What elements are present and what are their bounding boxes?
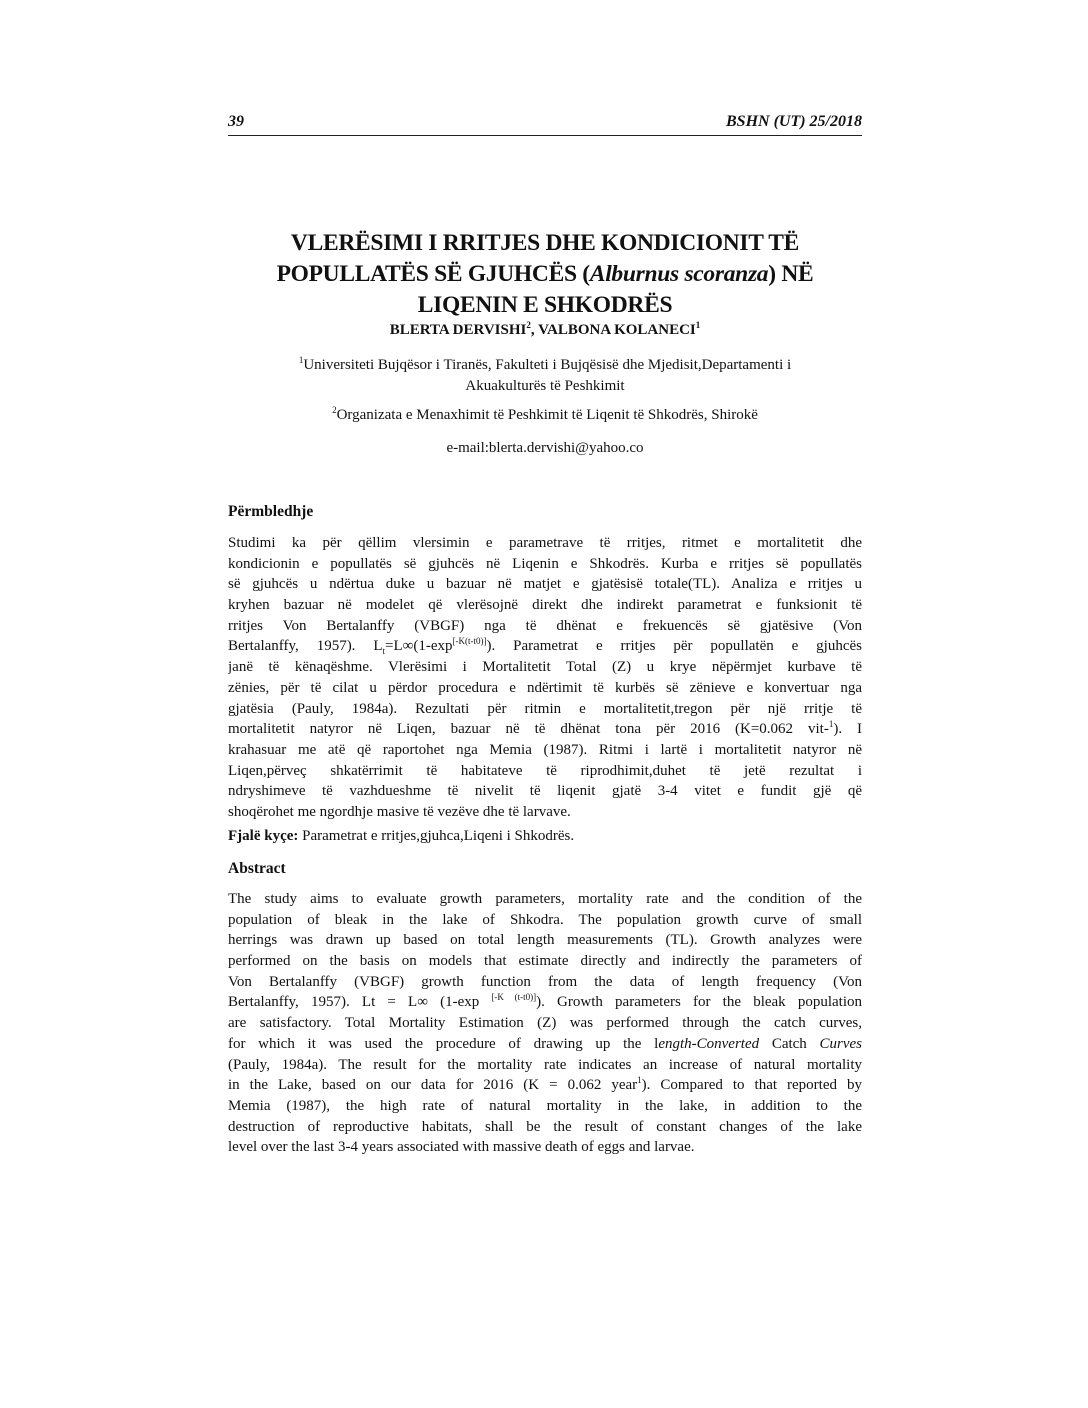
author-name: BLERTA DERVISHI [389,322,527,338]
affiliation-1 [228,355,862,397]
paragraph-line: rritjes Von Bertalanffy (VBGF) nga të dhënat e frekuencës së gjatësive (Von [228,617,862,634]
paragraph-line: herrings was drawn up based on total length measurements (TL). Growth analyzes were [228,932,862,949]
paragraph-line-formula [228,992,862,1013]
journal-reference: BSHN (UT) 25/2018 [726,113,862,130]
author-name: VALBONA KOLANECI [538,322,696,338]
title-line-2 [228,259,862,290]
author-separator: , [530,322,539,338]
superscript: 1 [828,719,834,730]
paragraph-line: së gjuhcës u ndërtua duke u bazuar në matjet e gjatësisë totale(TL). Analiza e rritjes u [228,576,862,593]
paper-title [228,228,862,321]
title-text: ) NË [768,261,814,287]
text-run: for which it was used the procedure of drawing up the l [228,1035,659,1052]
paragraph-line: Studimi ka për qëllim vlersimin e parametrave të rritjes, ritmet e mortalitetit dhe [228,535,862,551]
text-run: mortalitetit natyror në Liqen, bazuar në të dhënat tona për 2016 (K=0.062 vit- [228,721,829,738]
affiliation-marker: 1 [298,355,304,365]
affiliation-text: Organizata e Menaxhimit të Peshkimit të Liqenit të Shkodrës, Shirokë [336,407,758,423]
paragraph-line: (Pauly, 1984a). The result for the mortality rate indicates an increase of natural mortality [228,1056,862,1073]
paragraph-line [228,1075,862,1096]
section-heading-permbledhje: Përmbledhje [228,503,314,520]
paragraph-line: janë të kënaqëshme. Vlerësimi i Mortalitetit Total (Z) u krye nëpërmjet kurbave të [228,659,862,676]
italic-run: Curves [819,1035,862,1052]
title-text: POPULLATËS SË GJUHCËS ( [276,261,590,287]
abstract-paragraph [228,889,862,1158]
author-list [228,322,862,339]
page-number: 39 [228,113,244,130]
text-run: Catch [759,1035,820,1052]
text-run: ). Compared to that reported by [641,1077,862,1094]
paragraph-line: are satisfactory. Total Mortality Estimation (Z) was performed through the catch curves, [228,1015,862,1032]
affiliation-marker: 1 [695,320,701,330]
text-run: Bertalanffy, 1957). L [228,638,383,655]
paragraph-line: level over the last 3-4 years associated with massive death of eggs and larvae. [228,1139,695,1156]
text-run: Bertalanffy, 1957). Lt = L∞ (1-exp [228,994,492,1011]
paragraph-line: destruction of reproductive habitats, shall be the result of constant changes of the lake [228,1118,862,1135]
paragraph-line: Von Bertalanffy (VBGF) growth function from the data of length frequency (Von [228,973,862,990]
title-line-3: LIQENIN E SHKODRËS [417,292,673,318]
paragraph-line: ndryshimeve të vazhdueshme të nivelit të liqenit gjatë 3-4 vitet e fundit gjë që [228,783,862,800]
text-run: ). Growth parameters for the bleak population [536,994,862,1011]
paragraph-line [228,1034,862,1055]
permbledhje-paragraph [228,533,862,823]
superscript: 1 [637,1075,642,1086]
paragraph-line: Liqen,përveç shkatërrimit të habitateve të riprodhimit,duhet të jetë rezultat i [228,762,862,779]
paragraph-line: shoqërohet me ngordhje masive të vezëve dhe të larvave. [228,803,571,820]
italic-run: ength-Converted [658,1035,760,1052]
paragraph-line: kondicionin e popullatës së gjuhcës në Liqenin e Shkodrës. Kurba e rritjes së popullatës [228,555,862,572]
affiliation-marker: 2 [526,320,531,330]
paragraph-line-formula [228,636,862,657]
subscript: t [382,646,386,657]
affiliation-text: Universiteti Bujqësor i Tiranës, Fakulteti i Bujqësisë dhe Mjedisit,Departamenti i [303,357,792,373]
text-run: in the Lake, based on our data for 2016 (K = 0.062 year [228,1077,638,1094]
paragraph-line: gjatësia (Pauly, 1984a). Rezultati për ritmin e mortalitetit,tregon për një rritje të [228,700,862,717]
paragraph-line: Memia (1987), the high rate of natural mortality in the lake, in addition to the [228,1097,862,1114]
running-header [228,113,862,136]
paragraph-line [228,719,862,740]
paragraph-line: krahasuar me atë që raportohet nga Memia (1987). Ritmi i lartë i mortalitetit natyror në [228,741,862,758]
text-run: ). I [833,721,862,738]
paragraph-line: population of bleak in the lake of Shkodra. The population growth curve of small [228,911,862,928]
section-heading-abstract: Abstract [228,860,286,877]
paragraph-line: kryhen bazuar në modelet që vlerësojnë direkt dhe indirekt parametrat e funksionit të [228,597,862,614]
affiliation-2 [228,405,862,426]
superscript: [-K (t-t0)] [491,992,537,1003]
superscript: [-K(t-t0)] [452,636,487,647]
contact-email: e-mail:blerta.dervishi@yahoo.co [446,440,644,456]
species-name: Alburnus scoranza [589,261,769,287]
text-run: =L∞(1-exp [385,638,453,655]
paragraph-line: zënies, për të cilat u përdor procedura e ndërtimit të kurbës së zënieve e konvertuar nga [228,679,862,696]
paragraph-line: The study aims to evaluate growth parameters, mortality rate and the condition of the [228,891,862,907]
affiliation-marker: 2 [332,405,337,415]
title-line-1: VLERËSIMI I RRITJES DHE KONDICIONIT TË [290,230,800,256]
text-run: ). Parametrat e rritjes për popullatën e gjuhcës [486,638,862,655]
affiliation-text: Akuakulturës të Peshkimit [465,378,625,394]
keywords-text: Parametrat e rritjes,gjuhca,Liqeni i Shkodrës. [298,828,575,844]
keywords-label: Fjalë kyçe: [228,828,299,844]
paragraph-line: performed on the basis on models that estimate directly and indirectly the parameters of [228,953,862,970]
keywords [228,828,574,845]
